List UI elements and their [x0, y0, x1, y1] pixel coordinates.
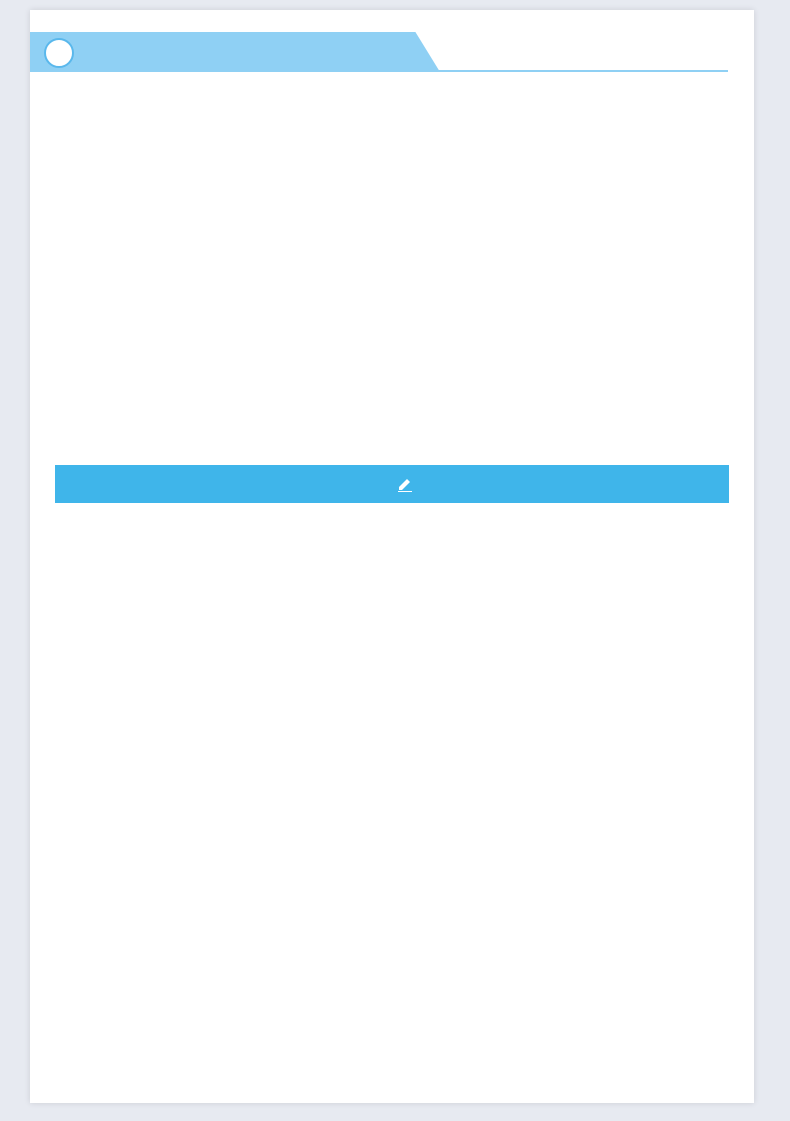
group-bar: [55, 465, 729, 503]
pencil-icon: [397, 476, 413, 492]
header-title: [92, 41, 108, 60]
page-number: [44, 38, 74, 68]
header-divider: [430, 70, 728, 72]
worksheet-page: [30, 10, 754, 1103]
